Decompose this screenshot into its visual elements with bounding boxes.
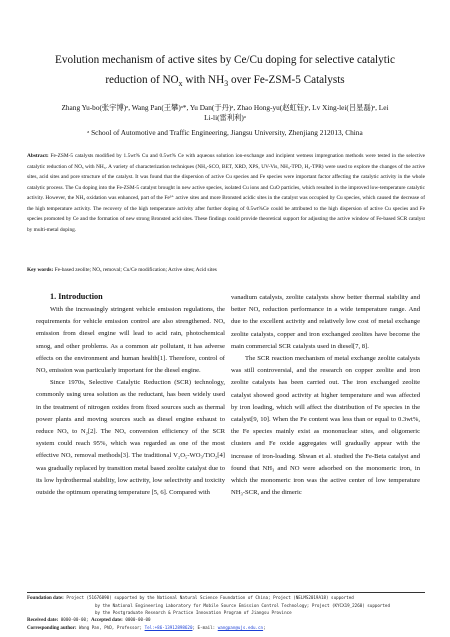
footnote-dates [27, 616, 427, 624]
funding-text-1: Project (51676090) supported by the National Natural Science Foundation of China; Project (NELMS2019A18) supported [63, 595, 354, 600]
email-end: ; [263, 625, 266, 630]
funding-label: Foundation date: [27, 596, 64, 601]
email-label: ; E-mail: [192, 625, 218, 630]
right-column [231, 292, 420, 499]
corresponding-value: Wang Pan, PhD, Professor; [76, 625, 145, 630]
corresponding-label: Corresponding author: [27, 626, 77, 631]
footnote-funding-1 [27, 594, 427, 602]
email-link[interactable]: wangpan@ujs.edu.cn [217, 625, 264, 630]
title-sub-3: 3 [224, 79, 229, 89]
funding-text-2: by the National Engineering Laboratory for Mobile Source Emission Control Technology; Project (KYCX19_2260) supported [95, 603, 390, 608]
footnotes [27, 594, 427, 632]
abstract-label: Abstract: [27, 153, 49, 159]
title-line-1: Evolution mechanism of active sites by Ce/Cu doping for selective catalytic [55, 54, 395, 66]
author-list [28, 103, 422, 123]
tel-link[interactable]: Tel:+86-13912898620 [144, 625, 193, 630]
received-label: Received date: [27, 618, 59, 623]
keywords [27, 266, 425, 275]
paper-title [20, 50, 430, 90]
funding-text-3: by the Postgraduate Research & Practice Innovation Program of Jiangsu Province [95, 610, 292, 615]
footnote-corresponding [27, 624, 427, 632]
right-paragraph-1: vanadium catalysts, zeolite catalysts show better thermal stability and better NOₓ reduction performance in a wide temperature range. And due to the excellent activity and relatively low cost of metal exchange zeolite catalysts, copper and iron exchanged zeolites have become the main commercial SCR catalysts used in diesel[7, 8]. [231, 294, 420, 350]
title-line-2-end: over Fe-ZSM-5 Catalysts [228, 74, 345, 86]
left-column [36, 290, 225, 499]
keywords-text: Fe-based zeolite; NOₓ removal; Cu/Ce modification; Active sites; Acid sites [53, 267, 217, 273]
received-value: 0000-00-00; [58, 617, 92, 622]
left-paragraph-2: Since 1970s, Selective Catalytic Reduction (SCR) technology, commonly using urea solution as the reductant, has been widely used in the treatment of nitrogen oxides from fixed sources such as thermal power plants and moving sources such as diesel engine exhaust to reduce NOₓ to N₂[2]. The NOₓ conversion efficiency of the SCR system could reach 95%, which was regarded as one of the most effective NOₓ removal methods[3]. The traditional V₂O₅-WO₃/TiO₂[4] was gradually replaced by transition metal based zeolite catalyst due to its low hydrothermal stability, low activity, low selectivity and toxicity outside the optimum operating temperature [5, 6]. Compared with [36, 379, 225, 497]
authors-line-2: Li-li(雷利利)ᵃ [204, 113, 246, 122]
title-line-2 [20, 70, 430, 90]
abstract-text: Fe-ZSM-5 catalysts modified by 1.5wt% Cu and 0.5wt% Ce with aqueous solution ion-exchange and incipient wetness impregnation methods were tested in the selective catalytic reduction of NOₓ with NH₃. A variety of characterization techniques (NH₃-SCO, BET, XRD, XPS, UV-Vis, NH₃-TPD, H₂-TPR) were used to explore the changes of the active sites, acid sites and pore structure of the catalyst. It was found that the dispersion of active Cu species and Fe species were important factor affecting the catalytic activity in the whole catalytic process. The Cu doping into the Fe-ZSM-5 catalyst brought in new active species, isolated Cu ions and CuO particles, which resulted in the improved low-temperature catalytic activity. However, the NH₃ oxidation was enhanced, part of the Fe³⁺ active sites and more Bronsted acidic sites in the catalyst was occupied by Cu species, which caused the decrease of the high temperature activity. The recovery of the high temperature activity after further doping of 0.5wt%Ce could be attributed to the high dispersion of active Cu species and Fe species promoted by Ce and the formation of new strong Bronsted acid sites. These findings could provide theoretical support for adjusting the active window of Fe-based SCR catalyst by multi-metal doping. [27, 153, 425, 233]
title-line-2-pre: reduction of NO [105, 74, 179, 86]
footnote-divider [27, 592, 425, 593]
left-paragraph-1: With the increasingly stringent vehicle emission regulations, the requirements for vehicle emission control are also strengthened. NOₓ emission from diesel engine will lead to acid rain, photochemical smog, and other problems. As a common air pollutant, it has adverse effects on the environment and human health[1]. Therefore, control of NOₓ emission was particularly important for the diesel engine. [36, 306, 225, 375]
title-sub-x: x [178, 79, 183, 89]
section-heading-introduction: 1. Introduction [50, 292, 103, 301]
title-line-2-post: with NH [182, 74, 225, 86]
abstract [27, 151, 425, 235]
accepted-value: 0000-00-00 [122, 617, 151, 622]
accepted-label: Accepted date: [91, 618, 123, 623]
affiliation: ᵃ School of Automotive and Traffic Engineering, Jiangsu University, Zhenjiang 212013, China [87, 128, 363, 137]
keywords-label: Key words: [27, 267, 54, 273]
authors-line-1: Zhang Yu-bo(张宇博)ᵃ, Wang Pan(王攀)ᵃ*, Yu Dan(于丹)ᵃ, Zhao Hong-yu(赵虹钰)ᵃ, Lv Xing-lei(吕星磊)ᵃ, Lei [61, 103, 389, 112]
right-paragraph-2: The SCR reaction mechanism of metal exchange zeolite catalysts was still controversial, and the research on copper zeolite and iron zeolite catalysts has been carried out. The iron exchanged zeolite catalyst showed good activity at higher temperature and was affected by iron loading, which will affect the distribution of Fe species in the catalyst[9, 10]. When the Fe content was less than or equal to 0.3wt%, the Fe species mainly exist as mononuclear sites, and oligomeric clusters and Fe oxide aggregates will gradually appear with the increase of iron-loading. Shwan et al. studied the Fe-Beta catalyst and found that NH₃ and NO were adsorbed on the monomeric iron, in which the monomeric iron was the active center of low temperature NH₃-SCR, and the dimeric [231, 355, 420, 497]
